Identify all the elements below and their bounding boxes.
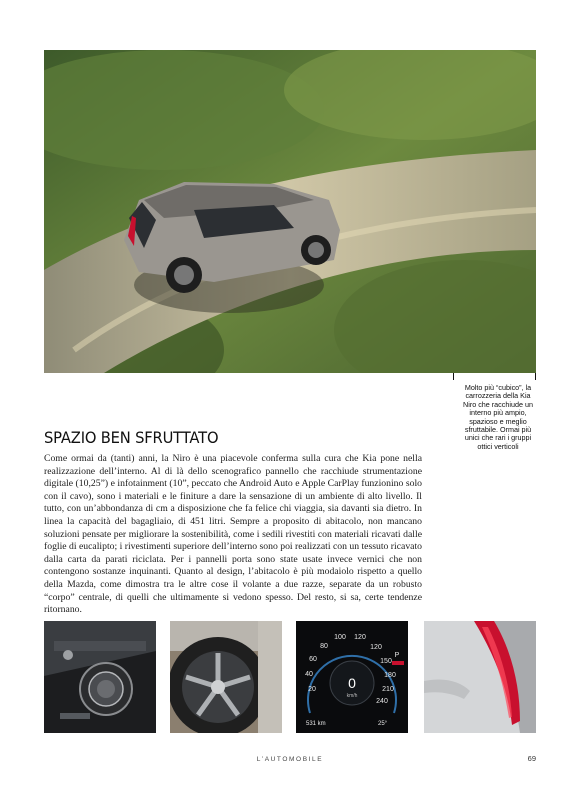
gauge-tick-left-3: 80 <box>320 643 328 650</box>
gauge-tick-left-1: 40 <box>305 671 313 678</box>
photo-caption: Molto più “cubico”, la carrozzeria della Kia Niro che racchiude un interno più ampio, spazioso e meglio sfruttabile. Ormai più unici che rari i gruppi ottici verticoli <box>463 383 533 451</box>
range-readout: 531 km <box>306 721 326 727</box>
gauge-tick-right-3: 210 <box>382 686 394 693</box>
gauge-tick-right-0: 120 <box>370 644 382 651</box>
gauge-tick-right-1: 150 <box>380 658 392 665</box>
warning-light-icon <box>392 661 404 665</box>
page-number: 69 <box>527 754 536 763</box>
caption-rule <box>453 373 536 380</box>
thumb-taillight <box>424 621 536 733</box>
hero-photo <box>44 50 536 373</box>
speed-readout: 0 <box>348 675 356 691</box>
thumb-instrument-cluster <box>296 621 408 733</box>
gauge-tick-right-4: 240 <box>376 698 388 705</box>
gauge-tick-left-0: 20 <box>308 686 316 693</box>
magazine-name: L’AUTOMOBILE <box>256 756 324 763</box>
gauge-tick-top-1: 120 <box>354 634 366 641</box>
article-body: Come ormai da (tanti) anni, la Niro è una piacevole conferma sulla cura che Kia pone nella realizzazione dell’interno. Al di là dello scenografico pannello che racchiude strumentazione digitale (10,25”) e infotainment (10”, peccato che Android Auto e Apple CarPlay funzionino solo con il cavo), sono i materiali e le finiture a dare la sensazione di un ambiente di alto livello. Il tutto, con un’abbondanza di cm a disposizione che fa felice chi viaggia, sia davanti sia dietro. In linea la capacità del bagagliaio, di 451 litri. Sempre a proposito di abitacolo, non mancano soluzioni pensate per migliorare la sostenibilità, come i sedili rivestiti con materiali ricavati dalle foglie di eucalipto; i rivestimenti superiore dell’interno sono poi realizzati con un tessuto ricavato dalla carta da parati riciclata. Per i pannelli porta sono state usate invece vernici che non contengono sostanze inquinanti. Quanto al design, l’abitacolo è più modaiolo rispetto a quello della Mazda, come dimostra tra le altre cose il volante a due razze, separate da un robusto “corpo” centrale, di quelli che ultimamente si vedono spesso. Del resto, si sa, certe tendenze ritornano. <box>44 453 422 616</box>
car-driving-illustration <box>44 50 536 373</box>
gauge-tick-left-2: 60 <box>309 656 317 663</box>
gear-indicator: P <box>394 652 400 659</box>
temperature-readout: 25° <box>378 721 388 727</box>
article-heading: SPAZIO BEN SFRUTTATO <box>44 428 219 447</box>
thumb-alloy-wheel <box>170 621 282 733</box>
speed-unit: km/h <box>346 693 358 699</box>
gauge-tick-right-2: 180 <box>384 672 396 679</box>
gauge-tick-top-0: 100 <box>334 634 346 641</box>
thumb-gear-selector <box>44 621 156 733</box>
